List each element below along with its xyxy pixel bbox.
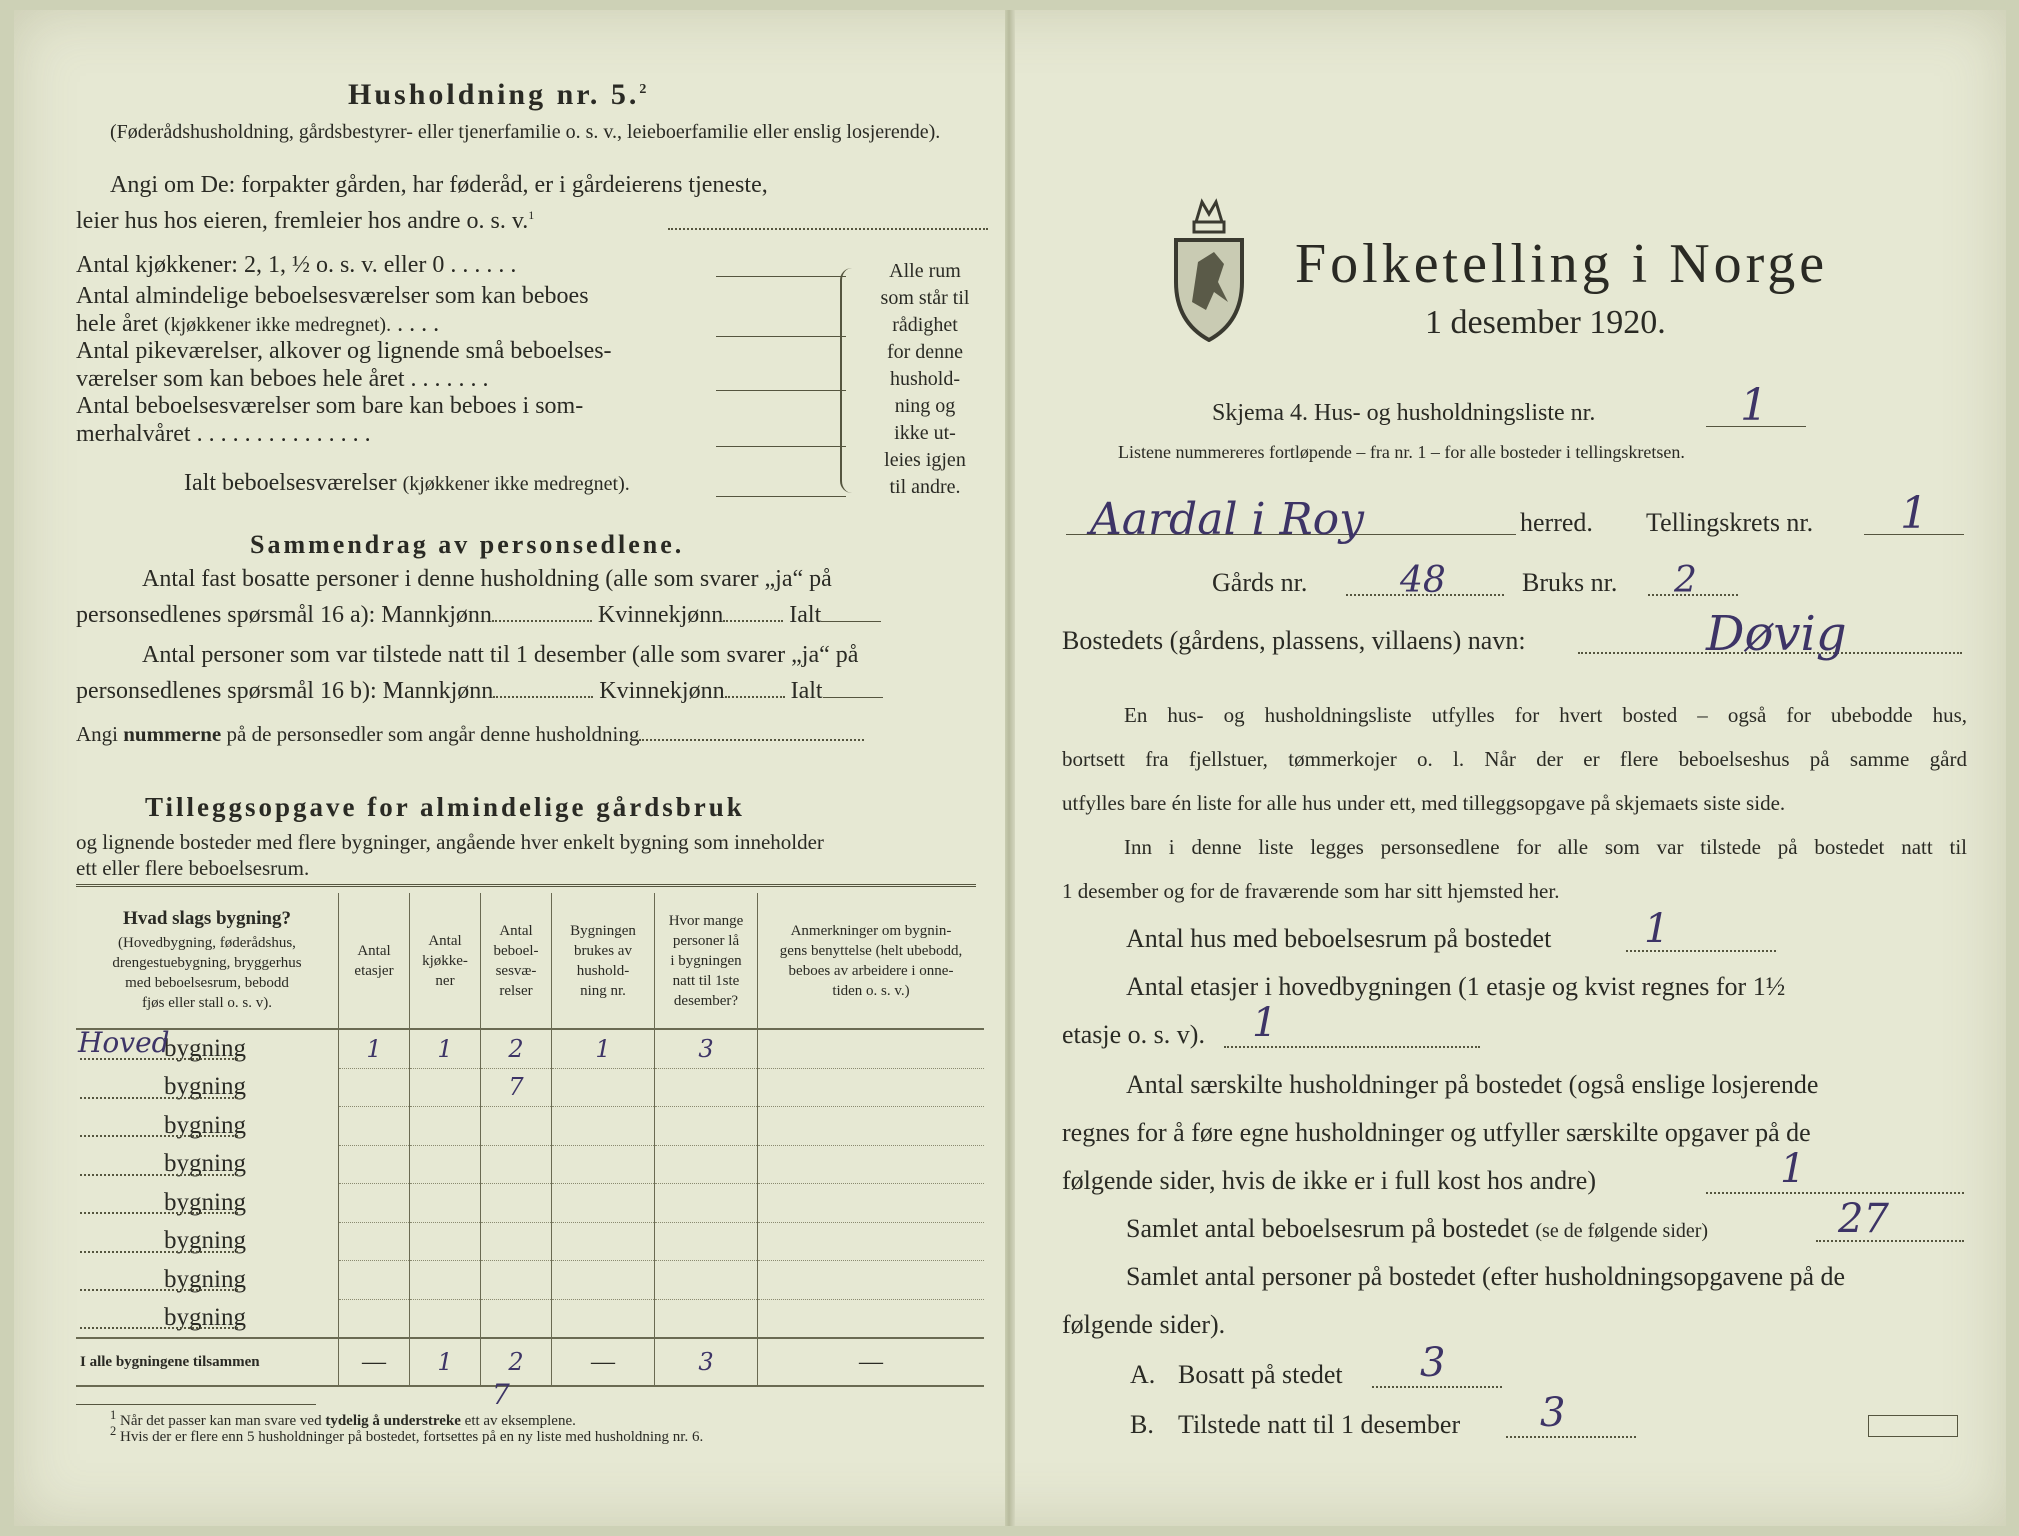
building-label: bygning [164,1073,246,1101]
header-vaerelser-line: beboel- [493,942,539,959]
building-row [76,1222,984,1261]
building-kjokkener-cell [410,1068,481,1107]
building-personer-cell [655,1068,758,1107]
building-vaerelser-cell [481,1299,552,1338]
sommer-2: merhalvåret . . . . . . . . . . . . . . . [76,421,371,447]
norway-coat-of-arms-icon [1168,192,1250,342]
info-line: Inn i denne liste legges personsedlene for alle som var tilstede på bostedet natt til [1124,835,1967,859]
q-hus-value: 1 [1644,906,1670,952]
skjema-value: 1 [1740,380,1768,431]
footnote-1-post: ett av eksemplene. [464,1413,576,1429]
header-husholdning-line: brukes av [574,942,632,959]
building-anm-cell [758,1261,985,1300]
total-extra: 7 [492,1378,510,1411]
building-vaerelser-cell [481,1184,552,1223]
building-husholdning-cell [552,1107,655,1146]
summary-p2-line1: Antal personer som var tilstede natt til 1 desember (alle som svarer „ja“ på [142,642,859,668]
supplement-line1: og lignende bosteder med flere bygninger, angående hver enkelt bygning som inneholder [76,830,824,854]
building-anm-cell [758,1222,985,1261]
info-line: bortsett fra fjellstuer, tømmerkojer o. l. Når der er flere beboelseshus på samme gård [1062,747,1967,771]
header-husholdning-line: hushold- [576,962,630,979]
q-pers-1: Samlet antal personer på bostedet (efter husholdningsopgavene på de [1126,1262,1846,1291]
header-anm-line: beboes av arbeidere i onne- [788,962,954,979]
building-anm-cell [758,1184,985,1223]
ialt-label [184,470,630,497]
angi-sup: 1 [528,208,535,222]
building-husholdning-cell [552,1145,655,1184]
building-personer-cell [655,1184,758,1223]
building-type-cell [76,1184,339,1223]
b-label: B. [1130,1410,1154,1439]
skjema-label: Skjema 4. Hus- og husholdningsliste nr. [1212,400,1596,426]
pike-2: værelser som kan beboes hele året . . . . . . . [76,366,489,392]
building-etasjer-cell [339,1299,410,1338]
pike-2-text: værelser som kan beboes hele året [76,366,405,392]
footnote-1-pre: Når det passer kan man svare ved [120,1413,322,1429]
building-etasjer-cell [339,1184,410,1223]
total-anm: — [758,1338,985,1386]
footnote-rule [76,1404,316,1405]
supplement-line2: ett eller flere beboelsesrum. [76,856,310,880]
q-hush-1: Antal særskilte husholdninger på bostedet (også enslige losjerende [1126,1070,1819,1099]
header-kjokkener [410,893,481,1029]
household-title-text: Husholdning nr. 5. [348,78,640,111]
summary-p2-kvinne: Kvinnekjønn [599,678,725,704]
alm-2-small: (kjøkkener ikke medregnet). [163,314,392,336]
ialt-answer-line [716,496,846,497]
krets-label: Tellingskrets nr. [1646,508,1814,537]
building-label: bygning [164,1150,246,1178]
alm-2-text: hele året [76,311,158,337]
pike-1: Antal pikeværelser, alkover og lignende små beboelses- [76,338,612,364]
building-type-cell [76,1107,339,1146]
header-personer-line: natt til 1ste [672,972,740,989]
page-fold [1005,10,1015,1526]
building-etasjer-cell [339,1068,410,1107]
building-kjokkener-cell [410,1261,481,1300]
building-vaerelser-cell [481,1261,552,1300]
brace-bracket [840,268,860,493]
q-rum-small: (se de følgende sider) [1535,1220,1709,1242]
brace-line: Alle rum [889,260,961,282]
total-vaerelser: 2 [481,1338,552,1386]
census-title: Folketelling i Norge [1295,233,1829,295]
building-husholdning-cell [552,1068,655,1107]
building-husholdning-cell [552,1299,655,1338]
summary-p1-kvinne: Kvinnekjønn [597,602,724,628]
building-row [76,1299,984,1338]
angi-line-1: Angi om De: forpakter gården, har føderåd, er i gårdeierens tjeneste, [110,172,768,198]
supplement-title: Tilleggsopgave for almindelige gårdsbruk [145,792,745,822]
q-rum-value: 27 [1838,1196,1889,1242]
building-kjokkener-cell [410,1222,481,1261]
building-row [76,1261,984,1300]
header-type-sub: drengestuebygning, bryggerhus [112,954,302,971]
header-etasjer-line: etasjer [354,962,394,979]
building-row [76,1107,984,1146]
sommer-1: Antal beboelsesværelser som bare kan beboes i som- [76,393,584,419]
building-anm-cell [758,1299,985,1338]
building-anm-cell [758,1107,985,1146]
building-personer-cell [655,1145,758,1184]
building-husholdning-cell: 1 [552,1029,655,1068]
brace-line: leies igjen [884,449,966,471]
brace-line: som står til [880,287,970,309]
q-hush-answer-line [1706,1192,1964,1194]
q-hush-2: regnes for å føre egne husholdninger og utfyller særskilte opgaver på de [1062,1118,1811,1147]
bruks-label: Bruks nr. [1522,568,1618,597]
brace-line: ning og [894,395,956,417]
bosted-label: Bostedets (gårdens, plassens, villaens) navn: [1062,626,1526,655]
q-pers-2: følgende sider). [1062,1310,1226,1339]
q-etasjer-value: 1 [1252,1000,1278,1046]
brace-line: hushold- [890,368,960,390]
total-husholdning: — [552,1338,655,1386]
building-kjokkener-cell [410,1184,481,1223]
a-text: Bosatt på stedet [1178,1360,1343,1389]
q-etasjer-2: etasje o. s. v). [1062,1020,1205,1049]
building-type-dots [80,1212,238,1214]
header-personer-line: i bygningen [670,952,742,969]
building-type-cell [76,1026,339,1068]
header-kjokkener-line: Antal [428,932,462,949]
b-text: Tilstede natt til 1 desember [1178,1410,1461,1439]
angi-line-2-text: leier hus hos eieren, fremleier hos andre o. s. v. [76,208,529,234]
building-label: bygning [164,1265,246,1293]
building-kjokkener-cell [410,1145,481,1184]
info-line: utfylles bare én liste for alle hus under ett, med tilleggsopgave på skjemaets siste side. [1062,791,1786,815]
header-vaerelser [481,893,552,1029]
q-etasjer-1: Antal etasjer i hovedbygningen (1 etasje og kvist regnes for 1½ [1126,972,1786,1001]
brace-line: til andre. [889,476,961,498]
footnote-1-num: 1 [110,1408,117,1422]
summary-title: Sammendrag av personsedlene. [250,530,685,559]
building-type-dots [80,1327,238,1329]
building-husholdning-cell [552,1222,655,1261]
sommer-2-text: merhalvåret [76,421,191,447]
sommer-answer-line [716,446,846,447]
summary-p1-ialt: Ialt [789,602,822,628]
q-hus: Antal hus med beboelsesrum på bostedet [1126,924,1552,953]
building-personer-cell [655,1261,758,1300]
household-note: (Føderådshusholdning, gårdsbestyrer- eller tjenerfamilie o. s. v., leieboerfamilie eller enslig losjerende). [110,121,941,143]
header-vaerelser-line: Antal [499,922,533,939]
building-label: bygning [164,1227,246,1255]
footnote-2 [110,1424,703,1446]
header-husholdning [552,893,655,1029]
building-vaerelser-cell: 7 [481,1068,552,1107]
brace-line: ikke ut- [894,422,956,444]
header-type-sub: med beboelsesrum, bebodd [125,974,289,991]
building-label: bygning [164,1304,246,1331]
kjokkener-label: Antal kjøkkener: 2, 1, ½ o. s. v. eller 0 . . . . . . [76,252,517,278]
building-kjokkener-cell [410,1299,481,1338]
summary-p2-line2 [76,678,883,705]
household-title [348,78,649,112]
building-type-cell [76,1222,339,1261]
header-husholdning-line: ning nr. [580,982,626,999]
summary-p1-label: personsedlenes spørsmål 16 a): Mannkjønn [76,602,492,628]
brace-text [870,258,980,501]
building-anm-cell [758,1068,985,1107]
footnote-2-pre: Hvis der er flere enn 5 husholdninger på bostedet, fortsettes på en ny liste med husholdning nr. 6. [120,1429,704,1445]
krets-value: 1 [1900,488,1928,539]
total-row [76,1338,984,1386]
a-label: A. [1130,1360,1156,1389]
header-personer-line: desember? [673,992,739,1009]
header-kjokkener-line: ner [435,972,455,989]
angi-answer-line [668,228,988,230]
a-value: 3 [1420,1340,1446,1386]
summary-p2-label: personsedlenes spørsmål 16 b): Mannkjønn [76,678,494,704]
q-etasjer-answer-line [1224,1046,1480,1048]
q-hush-value: 1 [1780,1146,1806,1192]
herred-value: Aardal i Roy [1090,494,1365,545]
herred-label: herred. [1520,508,1593,537]
summary-p2-ialt: Ialt [790,678,823,704]
header-anm-line: Anmerkninger om bygnin- [790,922,952,939]
header-vaerelser-line: sesvæ- [495,962,537,979]
header-personer [655,893,758,1029]
building-husholdning-cell [552,1261,655,1300]
header-anmerkninger [758,893,985,1029]
building-rows [76,1026,984,1338]
header-etasjer-line: Antal [357,942,391,959]
building-personer-cell: 3 [655,1029,758,1068]
building-etasjer-cell [339,1145,410,1184]
summary-angi [76,722,864,747]
building-type-dots [80,1251,238,1253]
building-table [76,893,984,1387]
header-vaerelser-line: relser [499,982,533,999]
building-vaerelser-cell [481,1145,552,1184]
household-title-sup: 2 [639,82,650,97]
header-personer-line: personer lå [672,932,740,949]
building-type-value: Hoved [78,1026,170,1059]
header-type-sub: (Hovedbygning, føderådshus, [118,934,296,951]
q-rum-text: Samlet antal beboelsesrum på bostedet [1126,1214,1529,1243]
q-rum [1126,1214,1708,1244]
building-type-dots [80,1135,238,1137]
building-anm-cell [758,1029,985,1068]
brace-line: rådighet [892,314,958,336]
building-personer-cell [655,1222,758,1261]
total-label: I alle bygningene tilsammen [76,1338,339,1386]
header-personer-line: Hvor mange [668,912,744,929]
summary-p1-line2 [76,602,881,629]
alm-answer-line [716,336,846,337]
bosted-value: Døvig [1706,606,1847,662]
building-type-cell [76,1261,339,1300]
building-label: bygning [164,1035,246,1062]
b-answer-line [1506,1436,1636,1438]
building-total [76,1338,984,1386]
header-anm-line: tiden o. s. v.) [832,982,910,999]
building-label: bygning [164,1188,246,1216]
summary-p1-line1: Antal fast bosatte personer i denne husholdning (alle som svarer „ja“ på [142,566,832,592]
building-vaerelser-cell [481,1107,552,1146]
building-row [76,1068,984,1107]
header-husholdning-line: Bygningen [570,922,636,939]
building-vaerelser-cell [481,1222,552,1261]
total-personer: 3 [655,1338,758,1386]
footnote-1-bold: tydelig å understreke [325,1413,461,1429]
gards-label: Gårds nr. [1212,568,1308,597]
listene-note: Listene nummereres fortløpende – fra nr. 1 – for alle bosteder i tellingskretsen. [1118,442,1685,462]
info-line: 1 desember og for de fraværende som har sitt hjemsted her. [1062,879,1560,903]
q-hush-3: følgende sider, hvis de ikke er i full kost hos andre) [1062,1166,1596,1195]
building-type-dots [80,1174,238,1176]
building-personer-cell [655,1107,758,1146]
info-line: En hus- og husholdningsliste utfylles for hvert bosted – også for ubebodde hus, [1124,703,1967,727]
b-value: 3 [1540,1390,1566,1436]
supplement-rule [76,884,976,887]
building-vaerelser-cell: 2 [481,1029,552,1068]
building-type-cell [76,1145,339,1184]
building-kjokkener-cell: 1 [410,1029,481,1068]
gards-value: 48 [1400,560,1446,601]
pike-answer-line [716,390,846,391]
building-type-cell [76,1068,339,1107]
header-type-title: Hvad slags bygning? [123,907,291,929]
building-type-cell [76,1299,339,1338]
brace-line: for denne [886,341,964,363]
printer-stamp [1868,1415,1958,1437]
census-date: 1 desember 1920. [1425,304,1666,341]
ialt-small: (kjøkkener ikke medregnet). [402,473,630,495]
building-kjokkener-cell [410,1107,481,1146]
kjokkener-answer-line [716,276,846,277]
header-type-sub: fjøs eller stall o. s. v). [142,994,272,1011]
bruks-value: 2 [1674,560,1697,601]
kjokkener-text: Antal kjøkkener: 2, 1, ½ o. s. v. eller 0 [76,252,445,278]
building-row [76,1029,984,1068]
info-block [1062,693,1967,913]
building-personer-cell [655,1299,758,1338]
building-type-dots [80,1097,238,1099]
summary-angi-bold: nummerne [123,722,222,746]
building-type-dots [80,1289,238,1291]
building-anm-cell [758,1145,985,1184]
header-type [76,893,339,1029]
building-etasjer-cell: 1 [339,1029,410,1068]
header-kjokkener-line: kjøkke- [422,952,468,969]
footnote-2-num: 2 [110,1424,117,1438]
building-row [76,1145,984,1184]
total-etasjer: — [339,1338,410,1386]
ialt-text: Ialt beboelsesværelser [184,470,397,496]
alm-2: hele året (kjøkkener ikke medregnet). . . . . [76,311,440,337]
building-etasjer-cell [339,1222,410,1261]
total-kjokkener: 1 [410,1338,481,1386]
angi-line-2 [76,208,534,235]
header-etasjer [339,893,410,1029]
building-husholdning-cell [552,1184,655,1223]
building-etasjer-cell [339,1107,410,1146]
building-etasjer-cell [339,1261,410,1300]
summary-angi-prefix: Angi [76,722,118,746]
building-row [76,1184,984,1223]
a-answer-line [1372,1386,1502,1388]
building-label: bygning [164,1111,246,1139]
summary-angi-suffix: på de personsedler som angår denne husholdning [226,722,640,746]
header-anm-line: gens benyttelse (helt ubebodd, [779,942,963,959]
alm-1: Antal almindelige beboelsesværelser som kan beboes [76,283,589,309]
